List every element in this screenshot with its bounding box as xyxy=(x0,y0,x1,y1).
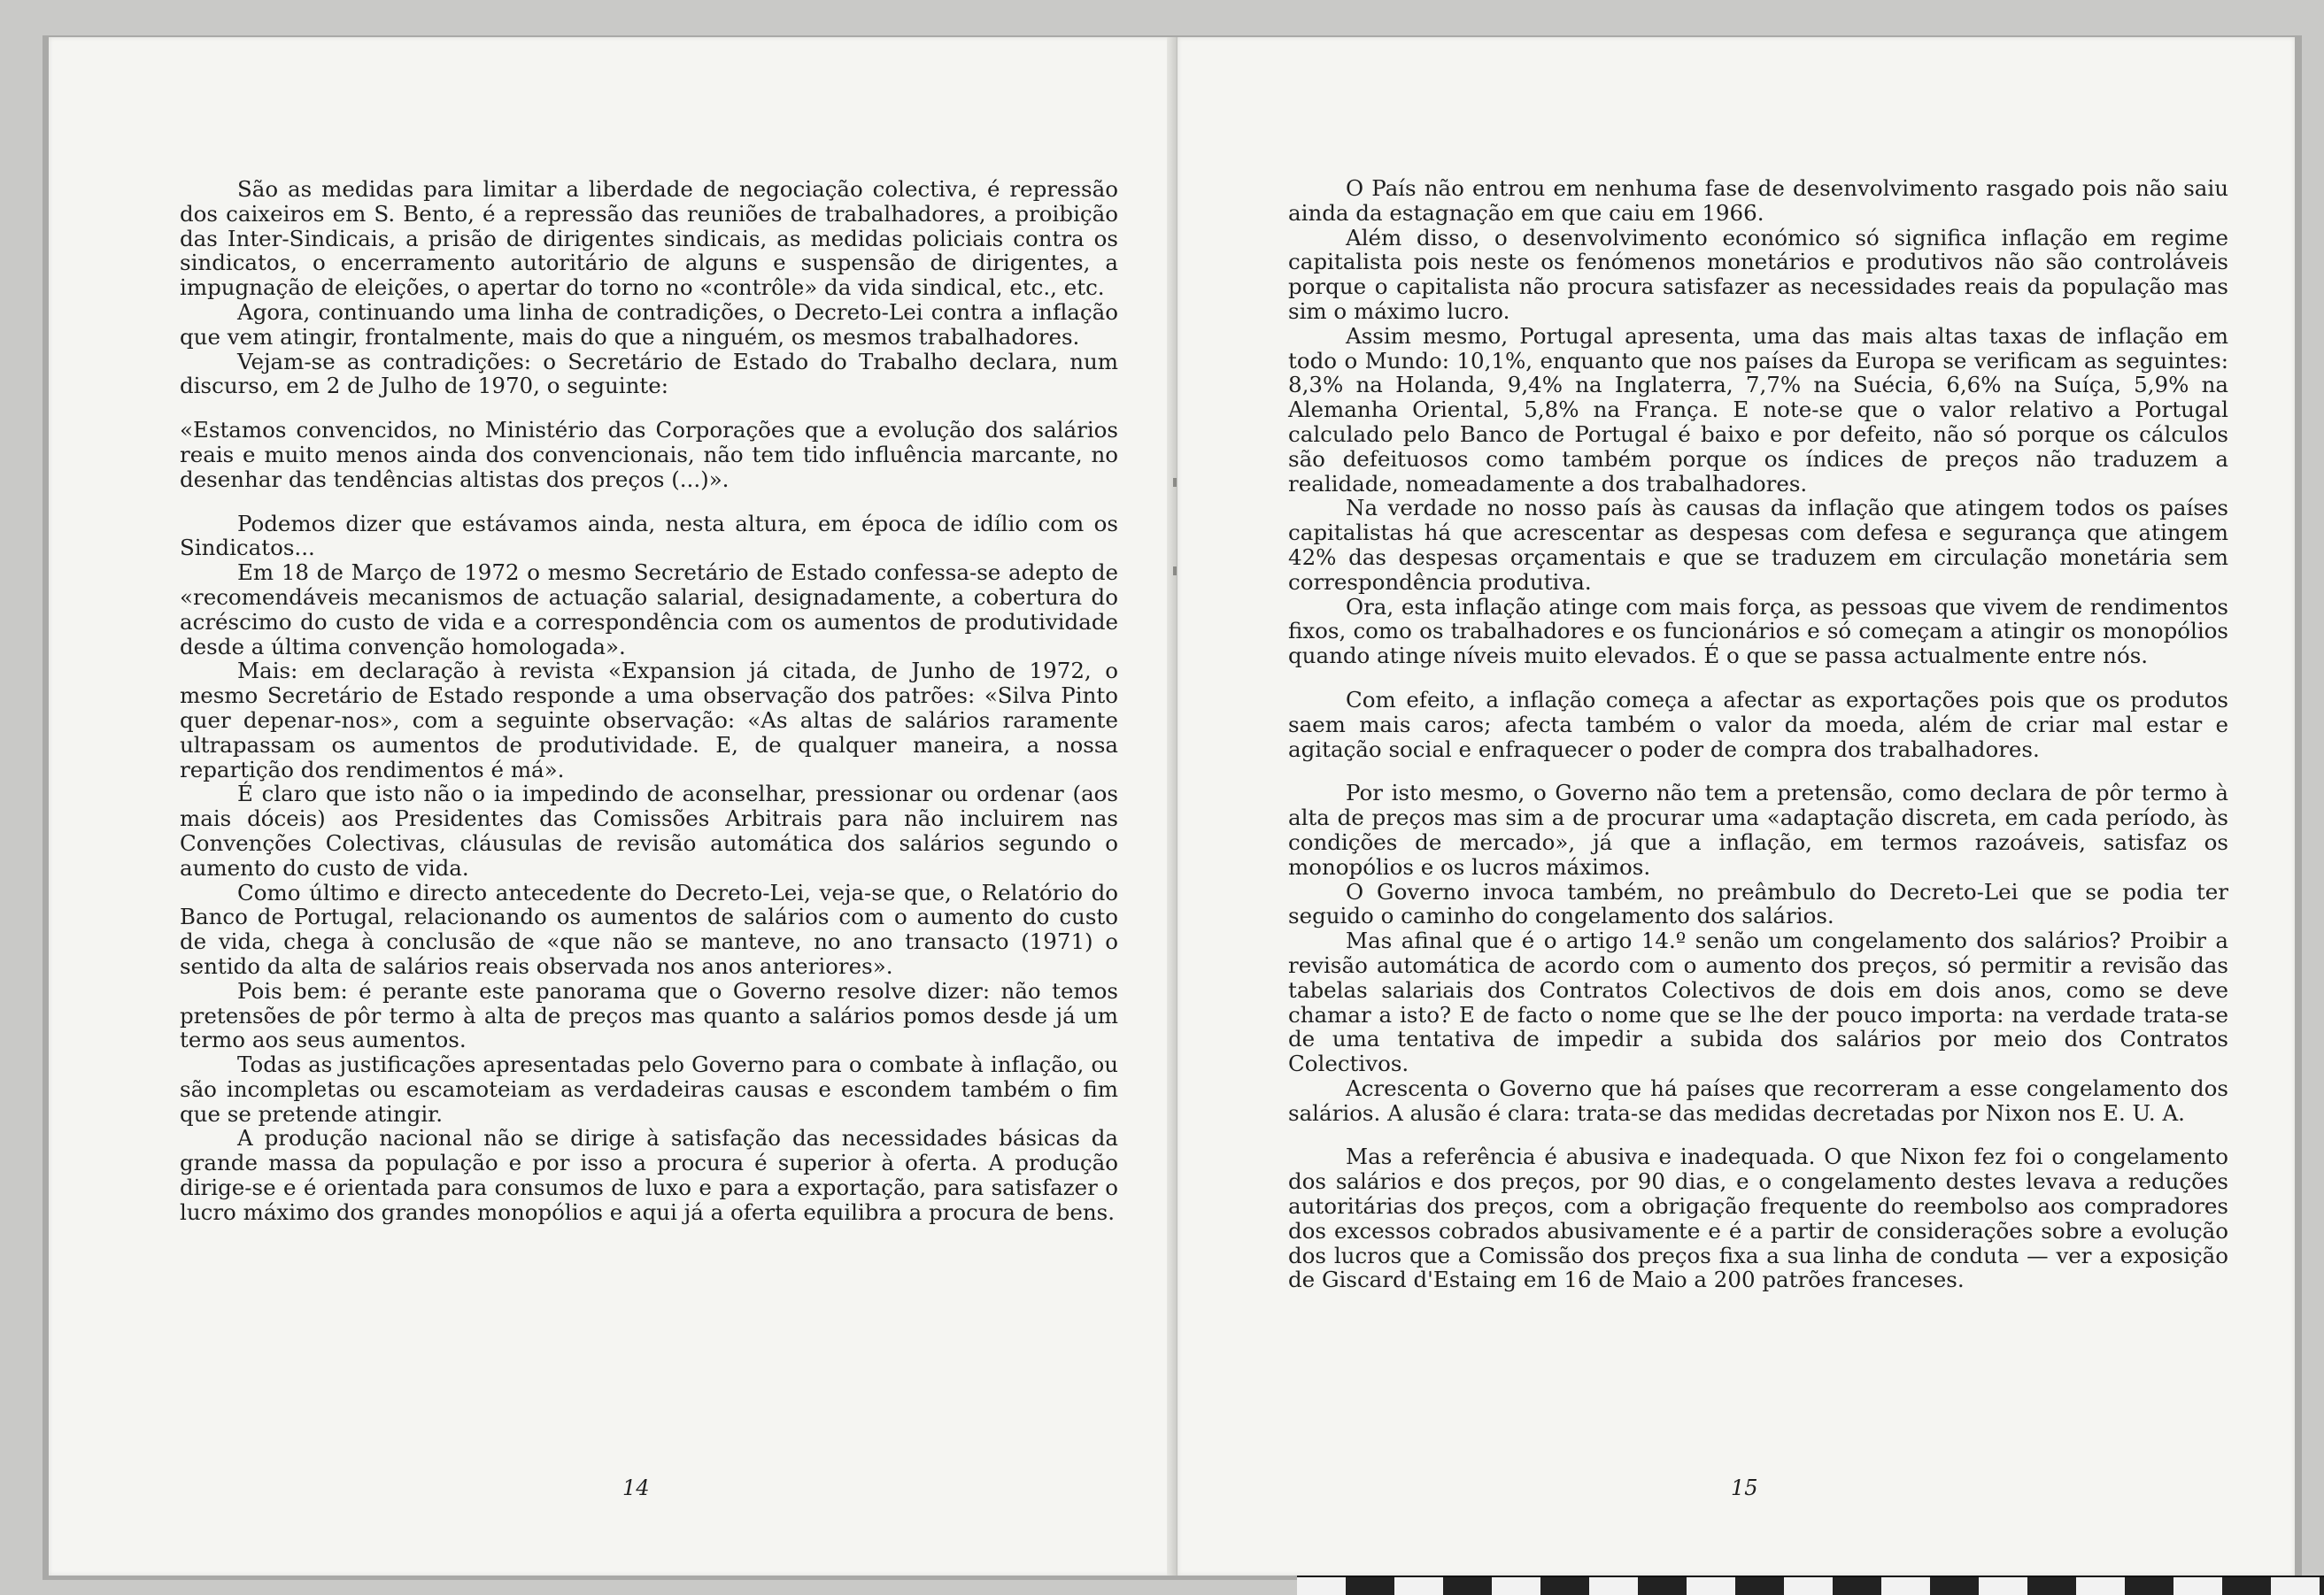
paragraph: O Governo invoca também, no preâmbulo do Decreto-Lei que se podia ter seguido o caminho do congelamento dos salários. xyxy=(1288,878,2228,929)
block-quote: «Estamos convencidos, no Ministério das Corporações que a evolução dos salários reais e muito menos ainda dos convencionais, não tem tido influência marcante, no desenhar das tendências altistas dos preços (...)». xyxy=(180,417,1118,492)
paragraph: Por isto mesmo, o Governo não tem a pretensão, como declara de pôr termo à alta de preços mas sim a de procurar uma «adaptação discreta, em cada período, às condições de mercado», já que a inflação, em termos razoáveis, satisfaz os monopólios e os lucros máximos. xyxy=(1288,780,2228,880)
paragraph: Assim mesmo, Portugal apresenta, uma das mais altas taxas de inflação em todo o Mundo: 10,1%, enquanto que nos países da Europa se verificam as seguintes: 8,3% na Holanda, 9,4% na Inglaterra, 7,7% na Suécia, 6,6% na Suíça, 5,9% na Alemanha Oriental, 5,8% na França. E note-se que o valor relativo a Portugal calculado pelo Banco de Portugal é baixo e por defeito, não só porque os cálculos são defeituosos como também porque os índices de preços não traduzem a realidade, nomeadamente a dos trabalhadores. xyxy=(1288,322,2228,497)
paragraph: Mais: em declaração à revista «Expansion já citada, de Junho de 1972, o mesmo Secretário de Estado responde a uma observação dos patrões: «Silva Pinto quer depenar-nos», com a seguinte observação: «As altas de salários raramente ultrapassam os aumentos de produtividade. E, de qualquer maneira, a nossa repartição dos rendimentos é má». xyxy=(180,658,1118,782)
paragraph: Acrescenta o Governo que há países que recorreram a esse congelamento dos salários. A alusão é clara: trata-se das medidas decretadas por Nixon nos E. U. A. xyxy=(1288,1075,2228,1126)
right-page-text xyxy=(1288,176,2228,1292)
paragraph: Vejam-se as contradições: o Secretário de Estado do Trabalho declara, num discurso, em 2 de Julho de 1970, o seguinte: xyxy=(180,348,1118,399)
right-page xyxy=(1177,37,2295,1576)
paragraph: São as medidas para limitar a liberdade de negociação colectiva, é repressão dos caixeiros em S. Bento, é a repressão das reuniões de trabalhadores, a proibição das Inter-Sindicais, a prisão de dirigentes sindicais, as medidas policiais contra os sindicatos, o encerramento autoritário de alguns e suspensão de dirigentes, a impugnação de eleições, o apertar do torno no «contrôle» da vida sindical, etc., etc. xyxy=(180,176,1118,301)
paragraph: Com efeito, a inflação começa a afectar as exportações pois que os produtos saem mais caros; afecta também o valor da moeda, além de criar mal estar e agitação social e enfraquecer o poder de compra dos trabalhadores. xyxy=(1288,686,2228,762)
paragraph: Todas as justificações apresentadas pelo Governo para o combate à inflação, ou são incompletas ou escamoteiam as verdadeiras causas e escondem também o fim que se pretende atingir. xyxy=(180,1052,1118,1127)
left-page xyxy=(49,37,1173,1576)
paragraph: Em 18 de Março de 1972 o mesmo Secretário de Estado confessa-se adepto de «recomendáveis mecanismos de actuação salarial, designadamente, a cobertura do acréscimo do custo de vida e a correspondência com os aumentos de produtividade desde a última convenção homologada». xyxy=(180,559,1118,659)
paragraph: A produção nacional não se dirige à satisfação das necessidades básicas da grande massa da população e por isso a procura é superior à oferta. A produção dirige-se e é orientada para consumos de luxo e para a exportação, para satisfazer o lucro máximo dos grandes monopólios e aqui já a oferta equilibra a procura de bens. xyxy=(180,1125,1118,1225)
paragraph: Além disso, o desenvolvimento económico só significa inflação em regime capitalista pois neste os fenómenos monetários e produtivos não são controláveis porque o capitalista não procura satisfazer as necessidades reais da população mas sim o máximo lucro. xyxy=(1288,224,2228,324)
paragraph: Pois bem: é perante este panorama que o Governo resolve dizer: não temos pretensões de pôr termo à alta de preços mas quanto a salários pomos desde já um termo aos seus aumentos. xyxy=(180,977,1118,1053)
left-page-text xyxy=(180,177,1118,1225)
paragraph: Na verdade no nosso país às causas da inflação que atingem todos os países capitalistas há que acrescentar as despesas com defesa e segurança que atingem 42% das despesas orçamentais e que se traduzem em circulação monetária sem correspondência produtiva. xyxy=(1288,495,2228,595)
spine-mark xyxy=(1173,478,1177,487)
scale-ruler xyxy=(1297,1576,2324,1595)
paragraph: É claro que isto não o ia impedindo de aconselhar, pressionar ou ordenar (aos mais dóceis) aos Presidentes das Comissões Arbitrais para não incluirem nas Convenções Colectivas, cláusulas de revisão automática dos salários segundo o aumento do custo de vida. xyxy=(180,781,1118,881)
page-number: 14 xyxy=(622,1476,650,1500)
paragraph: Ora, esta inflação atinge com mais força, as pessoas que vivem de rendimentos fixos, como os trabalhadores e os funcionários e só começam a atingir os monopólios quando atinge níveis muito elevados. É o que se passa actualmente entre nós. xyxy=(1288,593,2228,669)
paragraph: Podemos dizer que estávamos ainda, nesta altura, em época de idílio com os Sindicatos... xyxy=(180,510,1118,561)
paragraph: Agora, continuando uma linha de contradições, o Decreto-Lei contra a inflação que vem atingir, frontalmente, mais do que a ninguém, os mesmos trabalhadores. xyxy=(180,298,1118,350)
spine-mark xyxy=(1173,566,1177,575)
paragraph: Mas afinal que é o artigo 14.º senão um congelamento dos salários? Proibir a revisão automática de acordo com o aumento dos preços, só permitir a revisão das tabelas salariais dos Contratos Colectivos de dois em dois anos, como se deve chamar a isto? E de facto o nome que se lhe der pouco importa: na verdade trata-se de uma tentativa de impedir a subida dos salários por meio dos Contratos Colectivos. xyxy=(1288,928,2228,1077)
paragraph: Mas a referência é abusiva e inadequada. O que Nixon fez foi o congelamento dos salários e dos preços, por 90 dias, e o congelamento destes levava a reduções autoritárias dos preços, com a obrigação frequente do reembolso aos compradores dos excessos cobrados abusivamente e é a partir de considerações sobre a evolução dos lucros que a Comissão dos preços fixa a sua linha de conduta — ver a exposição de Giscard d'Estaing em 16 de Maio a 200 patrões franceses. xyxy=(1288,1144,2228,1293)
page-number: 15 xyxy=(1731,1476,1758,1500)
paragraph: Como último e directo antecedente do Decreto-Lei, veja-se que, o Relatório do Banco de Portugal, relacionando os aumentos de salários com o aumento do custo de vida, chega à conclusão de «que não se manteve, no ano transacto (1971) o sentido da alta de salários reais observada nos anos anteriores». xyxy=(180,879,1118,979)
paragraph: O País não entrou em nenhuma fase de desenvolvimento rasgado pois não saiu ainda da estagnação em que caiu em 1966. xyxy=(1288,175,2228,226)
